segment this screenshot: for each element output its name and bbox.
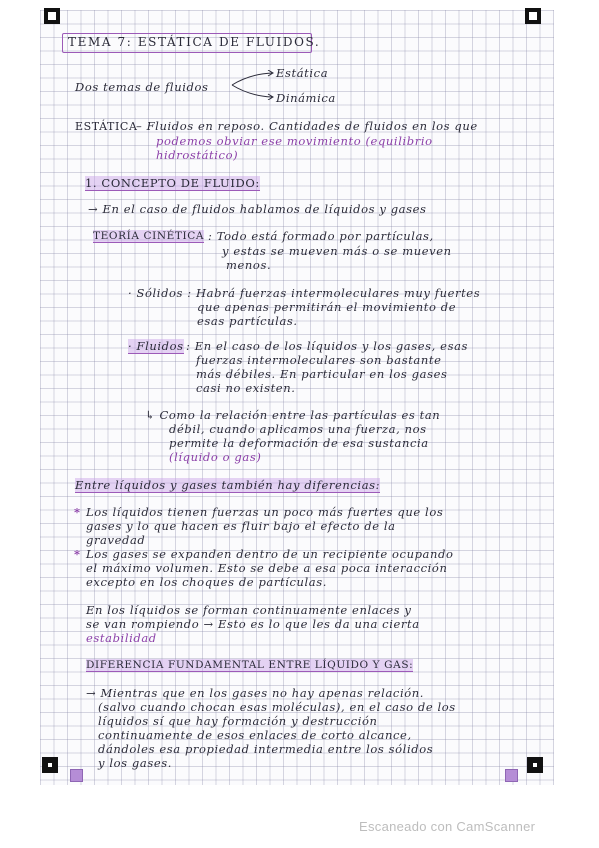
fundamental-line-3: líquidos sí que hay formación y destrucción: [98, 714, 378, 728]
intro-text: Dos temas de fluidos: [75, 80, 209, 94]
camscanner-watermark: Escaneado con CamScanner: [359, 819, 536, 834]
diferencias-line: Entre líquidos y gases también hay diferencias:: [75, 478, 381, 492]
estatica-line-2: podemos obviar ese movimiento (equilibrio: [156, 134, 433, 148]
gases-line-3: excepto en los choques de partículas.: [86, 575, 328, 589]
fluidos-line-2: fuerzas intermoleculares son bastante: [196, 353, 442, 367]
liquidos-line-2: gases y lo que hacen es fluir bajo el efecto de la: [86, 519, 396, 533]
page-title: TEMA 7: ESTÁTICA DE FLUIDOS.: [68, 35, 321, 49]
fluidos-line-1: : En el caso de los líquidos y los gases, esas: [186, 339, 469, 353]
estatica-line-3: hidrostático): [156, 148, 239, 162]
corner-marker-top-right: [525, 8, 541, 24]
solidos-line-3: esas partículas.: [197, 314, 298, 328]
fundamental-line-1: → Mientras que en los gases no hay apenas relación.: [86, 686, 425, 700]
relacion-line-3: permite la deformación de esa sustancia: [169, 436, 429, 450]
gases-line-1: Los gases se expanden dentro de un recipiente ocupando: [86, 547, 454, 561]
relacion-line-4: (líquido o gas): [169, 450, 262, 464]
solidos-line-2: que apenas permitirán el movimiento de: [197, 300, 457, 314]
section-1-heading-text: 1. CONCEPTO DE FLUIDO:: [85, 176, 260, 190]
branch-dinamica: Dinámica: [276, 91, 336, 105]
fundamental-line-6: y los gases.: [98, 756, 172, 770]
fundamental-heading: DIFERENCIA FUNDAMENTAL ENTRE LÍQUIDO Y GAS:: [86, 659, 414, 671]
gases-line-2: el máximo volumen. Esto se debe a esa poca interacción: [86, 561, 448, 575]
corner-marker-top-left: [44, 8, 60, 24]
fundamental-line-5: dándoles esa propiedad intermedia entre los sólidos: [98, 742, 434, 756]
branch-arrows-icon: [230, 70, 280, 100]
purple-square-left: [70, 769, 83, 782]
teoria-cinetica-label: TEORÍA CINÉTICA: [93, 230, 205, 242]
teoria-line-2: y estas se mueven más o se mueven: [222, 244, 452, 258]
section-1-heading: [85, 176, 260, 191]
teoria-line-1: : Todo está formado por partículas,: [208, 229, 434, 243]
teoria-line-3: menos.: [226, 258, 272, 272]
solidos-label: · Sólidos :: [128, 286, 192, 300]
fluidos-line-4: casi no existen.: [196, 381, 296, 395]
solidos-line-1: Habrá fuerzas intermoleculares muy fuertes: [196, 286, 481, 300]
star-liquidos: *: [74, 505, 81, 519]
corner-marker-bottom-right: [527, 757, 543, 773]
relacion-line-2: débil, cuando aplicamos una fuerza, nos: [169, 422, 427, 436]
branch-estatica: Estática: [276, 66, 329, 80]
section-1-line-1: → En el caso de fluidos hablamos de líquidos y gases: [88, 202, 427, 216]
fundamental-line-4: continuamente de esos enlaces de corto alcance,: [98, 728, 412, 742]
liquidos-line-1: Los líquidos tienen fuerzas un poco más fuertes que los: [86, 505, 444, 519]
fluidos-label: · Fluidos: [128, 339, 184, 353]
enlaces-line-2: se van rompiendo → Esto es lo que les da una cierta: [86, 617, 420, 631]
enlaces-line-1: En los líquidos se forman continuamente enlaces y: [86, 603, 412, 617]
purple-square-right: [505, 769, 518, 782]
enlaces-line-3: estabilidad: [86, 631, 157, 645]
star-gases: *: [74, 547, 81, 561]
relacion-line-1: ↳ Como la relación entre las partículas es tan: [145, 408, 441, 422]
estatica-label: ESTÁTICA: [75, 120, 138, 133]
fluidos-line-3: más débiles. En particular en los gases: [196, 367, 448, 381]
corner-marker-bottom-left: [42, 757, 58, 773]
liquidos-line-3: gravedad: [86, 533, 146, 547]
fundamental-line-2: (salvo cuando chocan esas moléculas), en el caso de los: [98, 700, 456, 714]
estatica-line-1: – Fluidos en reposo. Cantidades de fluidos en los que: [136, 119, 478, 133]
